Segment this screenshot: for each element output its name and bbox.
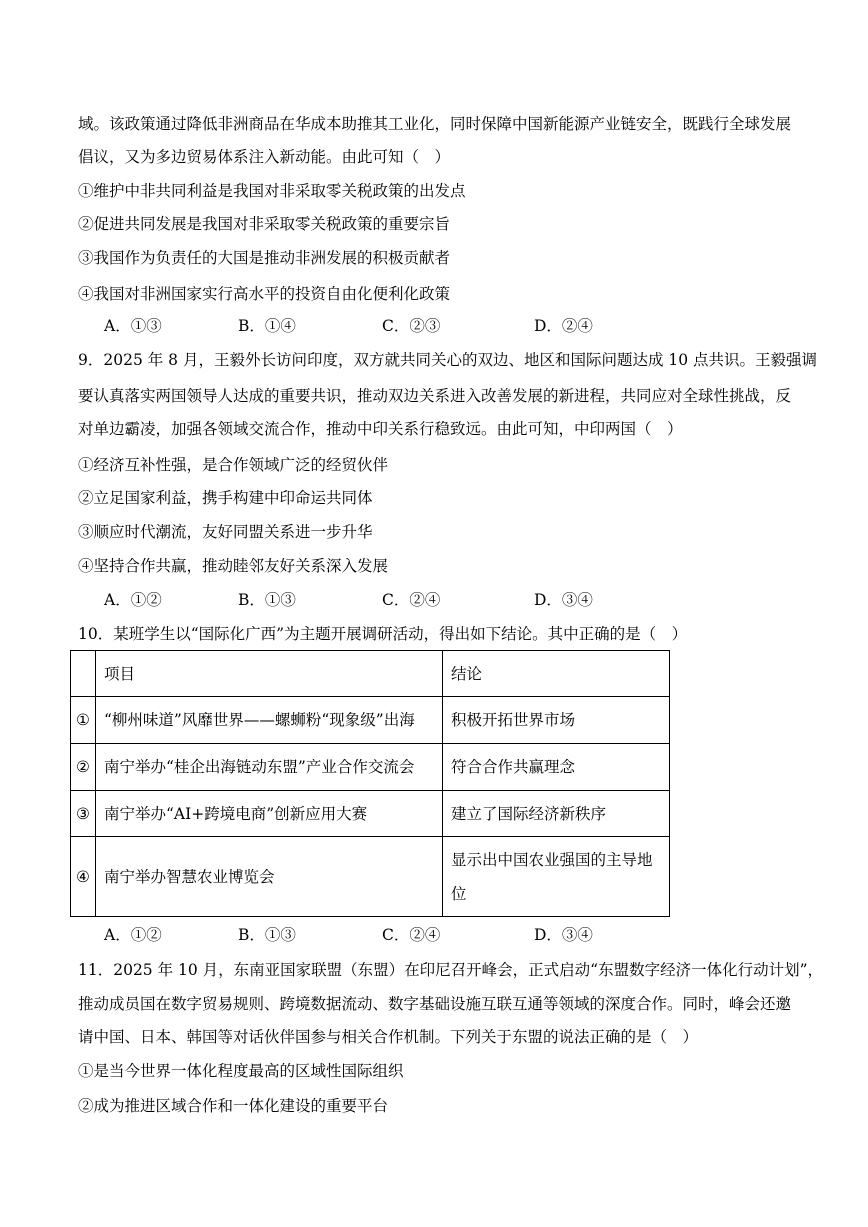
q8-statement-4: ④我国对非洲国家实行高水平的投资自由化便利化政策 bbox=[78, 285, 451, 303]
table-header-cell bbox=[71, 651, 96, 697]
q9-option-c[interactable]: C．②④ bbox=[382, 591, 441, 609]
table-cell-number: ① bbox=[71, 697, 96, 744]
q9-statement-4: ④坚持合作共赢，推动睦邻友好关系深入发展 bbox=[78, 557, 389, 575]
conclusion-line-2: 位 bbox=[451, 884, 467, 903]
table-row bbox=[71, 791, 670, 837]
table-row bbox=[71, 744, 670, 791]
q10-option-c[interactable]: C．②④ bbox=[382, 926, 441, 944]
q10-option-d[interactable]: D．③④ bbox=[534, 926, 593, 944]
table-cell-number: ③ bbox=[71, 791, 96, 837]
q9-text-line-1: 9．2025 年 8 月，王毅外长访问印度，双方就共同关心的双边、地区和国际问题达成 10 点共识。王毅强调 bbox=[78, 351, 818, 369]
table-header-cell: 结论 bbox=[443, 651, 670, 697]
q8-statement-2: ②促进共同发展是我国对非采取零关税政策的重要宗旨 bbox=[78, 215, 451, 233]
q9-text-line-3: 对单边霸凌，加强各领域交流合作，推动中印关系行稳致远。由此可知，中印两国（ ） bbox=[78, 420, 683, 438]
q8-option-c[interactable]: C．②③ bbox=[382, 317, 441, 335]
q8-statement-1: ①维护中非共同利益是我国对非采取零关税政策的出发点 bbox=[78, 182, 466, 200]
q10-table bbox=[70, 650, 670, 917]
q8-option-d[interactable]: D．②④ bbox=[534, 317, 593, 335]
q9-option-d[interactable]: D．③④ bbox=[534, 591, 593, 609]
q11-text-line-2: 推动成员国在数字贸易规则、跨境数据流动、数字基础设施互联互通等领域的深度合作。同时，峰会还邀 bbox=[78, 995, 792, 1013]
table-cell-item: 南宁举办“桂企出海链动东盟”产业合作交流会 bbox=[96, 744, 443, 791]
conclusion-line-1: 显示出中国农业强国的主导地 bbox=[451, 850, 653, 869]
q8-option-b[interactable]: B．①④ bbox=[238, 317, 296, 335]
table-cell-conclusion: 建立了国际经济新秩序 bbox=[443, 791, 670, 837]
table-row bbox=[71, 837, 670, 917]
q11-text-line-1: 11．2025 年 10 月，东南亚国家联盟（东盟）在印尼召开峰会，正式启动“东盟数字经济一体化行动计划”， bbox=[78, 961, 824, 979]
table-cell-number: ④ bbox=[71, 837, 96, 917]
table-cell-item: 南宁举办智慧农业博览会 bbox=[96, 837, 443, 917]
q9-statement-2: ②立足国家利益，携手构建中印命运共同体 bbox=[78, 489, 373, 507]
q9-statement-1: ①经济互补性强，是合作领域广泛的经贸伙伴 bbox=[78, 456, 389, 474]
table-row bbox=[71, 697, 670, 744]
q9-option-b[interactable]: B．①③ bbox=[238, 591, 296, 609]
q11-statement-2: ②成为推进区域合作和一体化建设的重要平台 bbox=[78, 1097, 389, 1115]
table-cell-conclusion bbox=[443, 837, 670, 917]
q9-option-a[interactable]: A．①② bbox=[104, 591, 162, 609]
q11-statement-1: ①是当今世界一体化程度最高的区域性国际组织 bbox=[78, 1062, 404, 1080]
q9-statement-3: ③顺应时代潮流，友好同盟关系进一步升华 bbox=[78, 523, 373, 541]
q10-option-a[interactable]: A．①② bbox=[104, 926, 162, 944]
table-cell-item: “柳州味道”风靡世界——螺蛳粉“现象级”出海 bbox=[96, 697, 443, 744]
table-cell-conclusion: 符合合作共赢理念 bbox=[443, 744, 670, 791]
table-cell-number: ② bbox=[71, 744, 96, 791]
q8-option-a[interactable]: A．①③ bbox=[104, 317, 162, 335]
q11-text-line-3: 请中国、日本、韩国等对话伙伴国参与相关合作机制。下列关于东盟的说法正确的是（ ） bbox=[78, 1028, 699, 1046]
q8-statement-3: ③我国作为负责任的大国是推动非洲发展的积极贡献者 bbox=[78, 249, 451, 267]
table-cell-conclusion: 积极开拓世界市场 bbox=[443, 697, 670, 744]
q8-text-line-2: 倡议，又为多边贸易体系注入新动能。由此可知（ ） bbox=[78, 148, 451, 166]
q9-text-line-2: 要认真落实两国领导人达成的重要共识，推动双边关系进入改善发展的新进程，共同应对全球性挑战，反 bbox=[78, 387, 792, 405]
table-header-cell: 项目 bbox=[96, 651, 443, 697]
table-header-row bbox=[71, 651, 670, 697]
q10-stem: 10．某班学生以“国际化广西”为主题开展调研活动，得出如下结论。其中正确的是（ ） bbox=[78, 625, 688, 643]
q8-text-line-1: 域。该政策通过降低非洲商品在华成本助推其工业化，同时保障中国新能源产业链安全，既践行全球发展 bbox=[78, 115, 792, 133]
table-cell-item: 南宁举办“AI+跨境电商”创新应用大赛 bbox=[96, 791, 443, 837]
q10-option-b[interactable]: B．①③ bbox=[238, 926, 296, 944]
